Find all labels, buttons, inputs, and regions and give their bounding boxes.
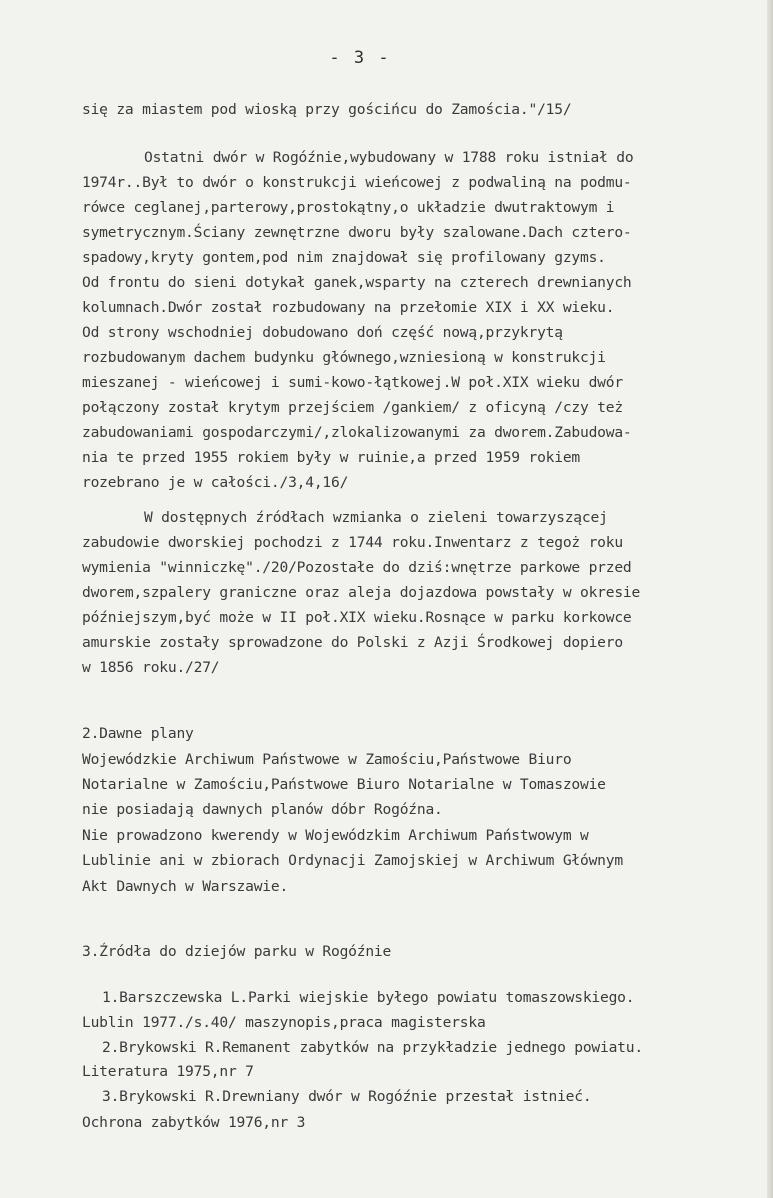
text-line: nia te przed 1955 rokiem były w ruinie,a przed 1959 rokiem bbox=[82, 449, 580, 466]
text-line: w 1856 roku./27/ bbox=[82, 659, 220, 676]
text-line: Notarialne w Zamościu,Państwowe Biuro Notarialne w Tomaszowie bbox=[82, 776, 606, 793]
source-line: Ochrona zabytków 1976,nr 3 bbox=[82, 1114, 306, 1131]
text-line: Od strony wschodniej dobudowano doń część nową,przykrytą bbox=[82, 324, 563, 341]
text-line: Wojewódzkie Archiwum Państwowe w Zamościu,Państwowe Biuro bbox=[82, 751, 572, 768]
text-line: mieszanej - wieńcowej i sumi-kowo-łątkowej.W poł.XIX wieku dwór bbox=[82, 374, 623, 391]
section-heading: 3.Źródła do dziejów parku w Rogóźnie bbox=[82, 943, 392, 960]
text-line: 1974r..Był to dwór o konstrukcji wieńcowej z podwaliną na podmu- bbox=[82, 174, 632, 191]
text-line: Lublinie ani w zbiorach Ordynacji Zamojskiej w Archiwum Głównym bbox=[82, 852, 623, 869]
text-line: symetrycznym.Ściany zewnętrzne dworu były szalowane.Dach cztero- bbox=[82, 224, 632, 241]
text-line: wymienia "winniczkę"./20/Pozostałe do dziś:wnętrze parkowe przed bbox=[82, 559, 632, 576]
text-line: kolumnach.Dwór został rozbudowany na przełomie XIX i XX wieku. bbox=[82, 299, 615, 316]
page-edge-shadow bbox=[767, 0, 773, 1198]
text-line: Ostatni dwór w Rogóźnie,wybudowany w 1788 roku istniał do bbox=[144, 149, 634, 166]
source-line: 3.Brykowski R.Drewniany dwór w Rogóźnie przestał istnieć. bbox=[102, 1088, 592, 1105]
intro-line: się za miastem pod wioską przy gościńcu do Zamościa."/15/ bbox=[82, 101, 572, 118]
text-line: rozebrano je w całości./3,4,16/ bbox=[82, 474, 349, 491]
text-line: zabudowaniami gospodarczymi/,zlokalizowanymi za dworem.Zabudowa- bbox=[82, 424, 632, 441]
text-line: nie posiadają dawnych planów dóbr Rogóźna. bbox=[82, 801, 443, 818]
text-line: zabudowie dworskiej pochodzi z 1744 roku.Inwentarz z tegoż roku bbox=[82, 534, 623, 551]
text-line: Nie prowadzono kwerendy w Wojewódzkim Archiwum Państwowym w bbox=[82, 827, 589, 844]
text-line: dworem,szpalery graniczne oraz aleja dojazdowa powstały w okresie bbox=[82, 584, 641, 601]
text-line: spadowy,kryty gontem,pod nim znajdował się profilowany gzyms. bbox=[82, 249, 606, 266]
text-line: późniejszym,być może w II poł.XIX wieku.Rosnące w parku korkowce bbox=[82, 609, 632, 626]
section-heading: 2.Dawne plany bbox=[82, 725, 194, 742]
text-line: Akt Dawnych w Warszawie. bbox=[82, 878, 289, 895]
source-line: 2.Brykowski R.Remanent zabytków na przykładzie jednego powiatu. bbox=[102, 1039, 643, 1056]
source-line: 1.Barszczewska L.Parki wiejskie byłego powiatu tomaszowskiego. bbox=[102, 989, 635, 1006]
text-line: W dostępnych źródłach wzmianka o zieleni towarzyszącej bbox=[144, 509, 608, 526]
text-line: rówce ceglanej,parterowy,prostokątny,o układzie dwutraktowym i bbox=[82, 199, 615, 216]
text-line: połączony został krytym przejściem /gankiem/ z oficyną /czy też bbox=[82, 399, 623, 416]
text-line: Od frontu do sieni dotykał ganek,wsparty na czterech drewnianych bbox=[82, 274, 632, 291]
text-line: amurskie zostały sprowadzone do Polski z Azji Środkowej dopiero bbox=[82, 634, 623, 651]
source-line: Literatura 1975,nr 7 bbox=[82, 1063, 254, 1080]
text-line: rozbudowanym dachem budynku głównego,wzniesioną w konstrukcji bbox=[82, 349, 606, 366]
page-number: - 3 - bbox=[329, 48, 391, 68]
source-line: Lublin 1977./s.40/ maszynopis,praca magisterska bbox=[82, 1014, 486, 1031]
